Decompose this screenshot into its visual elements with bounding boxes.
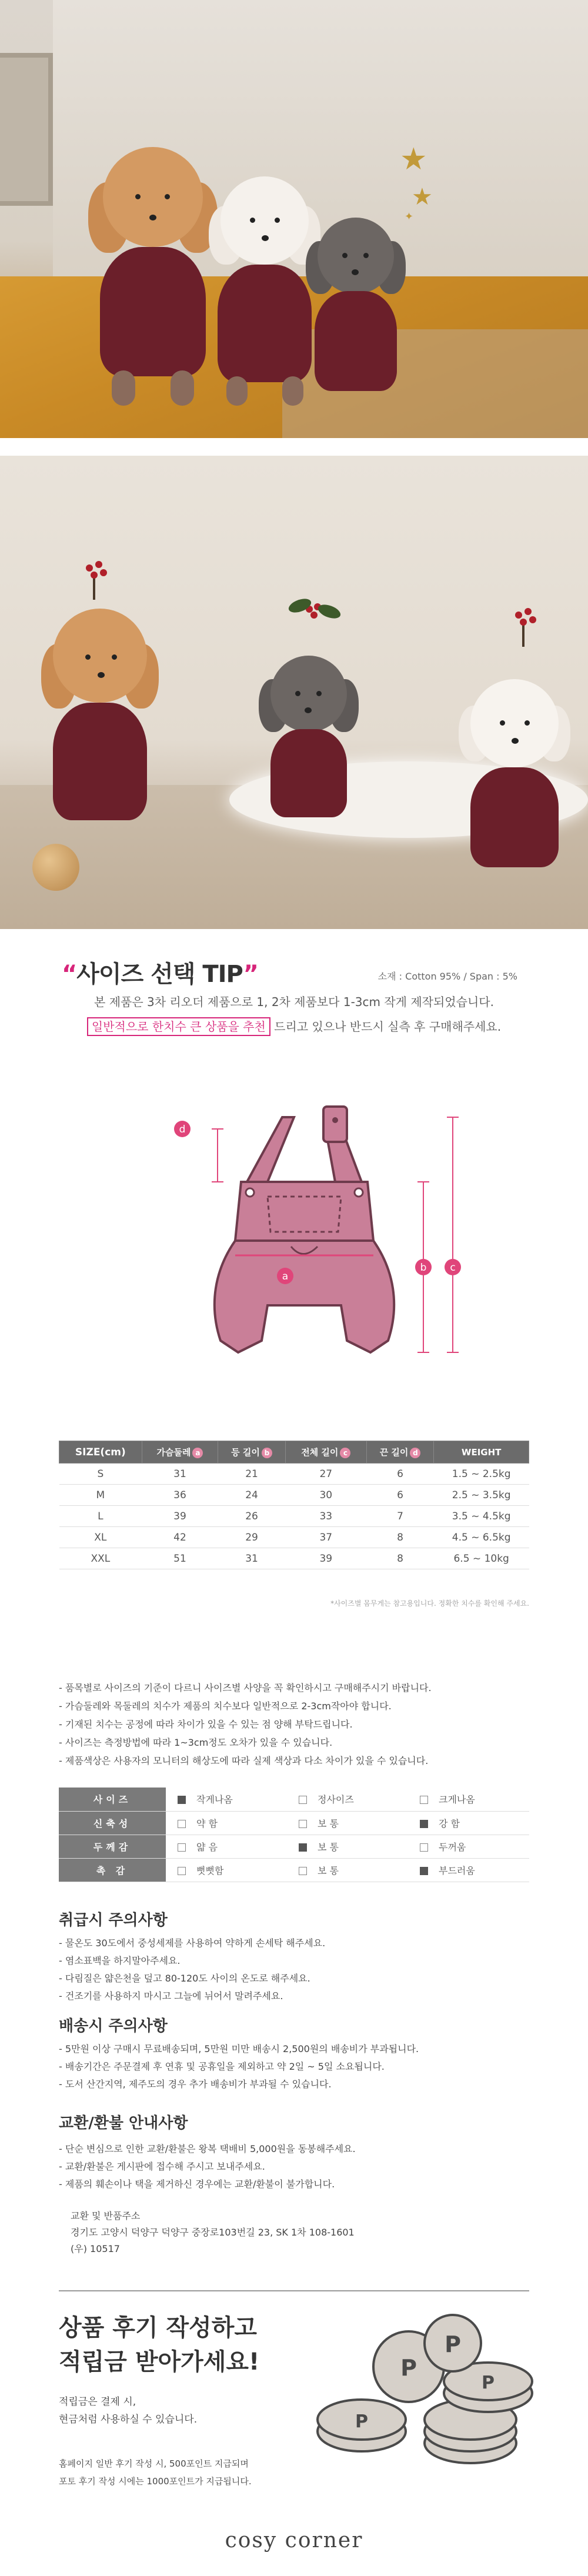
table-cell: [287, 1858, 408, 1882]
checkbox-checked-icon: [299, 1843, 307, 1852]
diagram-label-b: b: [420, 1262, 427, 1274]
table-cell: 39: [285, 1548, 366, 1569]
list-item: - 물온도 30도에서 중성세제를 사용하여 약하게 손세탁 해주세요.: [59, 1937, 326, 1949]
berry-branch-icon: [500, 606, 547, 653]
table-row: [59, 1527, 529, 1548]
table-cell: 33: [285, 1506, 366, 1527]
checkbox-icon: [178, 1820, 186, 1828]
dog-grey-poodle: [259, 656, 359, 832]
table-cell: 27: [285, 1464, 366, 1485]
table-cell: [166, 1811, 287, 1835]
list-item: - 교환/환불은 게시판에 접수해 주시고 보내주세요.: [59, 2161, 265, 2172]
table-cell: 뻣뻣함: [196, 1865, 224, 1876]
table-cell: 21: [218, 1464, 286, 1485]
table-cell: c: [340, 1448, 350, 1458]
size-table-header-cell: [218, 1441, 286, 1464]
table-cell: 37: [285, 1527, 366, 1548]
checkbox-icon: [420, 1843, 428, 1852]
size-table-header-cell: [142, 1441, 218, 1464]
review-title: 상품 후기 작성하고 적립금 받아가세요!: [59, 2314, 260, 2375]
table-cell: 얇 음: [196, 1841, 218, 1853]
checkbox-icon: [420, 1796, 428, 1804]
fit-feel-table: [59, 1788, 529, 1882]
table-cell: 51: [142, 1548, 218, 1569]
care-title: 취급시 주의사항: [59, 1912, 168, 1929]
table-cell: 3.5 ~ 4.5kg: [434, 1506, 529, 1527]
star-decoration-icon: ✦: [405, 211, 414, 223]
wooden-ball: [32, 844, 79, 891]
checkbox-icon: [299, 1820, 307, 1828]
list-item: - 다림질은 얇은천을 덮고 80-120도 사이의 온도로 해주세요.: [59, 1973, 310, 1984]
table-cell: 36: [142, 1485, 218, 1506]
size-table-header: [59, 1441, 529, 1464]
table-cell: [166, 1858, 287, 1882]
list-item: - 건조기를 사용하지 마시고 그늘에 뉘어서 말려주세요.: [59, 1990, 283, 2002]
table-cell: 31: [218, 1548, 286, 1569]
checkbox-icon: [299, 1796, 307, 1804]
size-table-note: *사이즈별 몸무게는 참고용입니다. 정확한 치수를 확인해 주세요.: [330, 1599, 529, 1608]
return-address: 교환 및 반품주소 경기도 고양시 덕양구 덕양구 중장로103번길 23, SK 1차 108-1601 (우) 10517: [71, 2210, 355, 2254]
coin-letter: P: [400, 2355, 417, 2381]
table-cell: 2.5 ~ 3.5kg: [434, 1485, 529, 1506]
list-item: - 도서 산간지역, 제주도의 경우 추가 배송비가 부과될 수 있습니다.: [59, 2079, 332, 2090]
table-row: [59, 1506, 529, 1527]
table-cell: L: [59, 1506, 142, 1527]
size-table: [59, 1441, 529, 1569]
star-decoration-icon: ★: [400, 142, 427, 177]
table-cell: SIZE(cm): [75, 1446, 126, 1458]
list-item: - 제품의 훼손이나 택을 제거하신 경우에는 교환/환불이 불가합니다.: [59, 2179, 335, 2190]
care-list: [59, 1934, 541, 2005]
table-cell: M: [59, 1485, 142, 1506]
table-cell: [408, 1835, 529, 1858]
table-cell: 사이즈: [59, 1788, 166, 1811]
exchange-list: [59, 2140, 541, 2193]
product-photo-dogs-on-rug: [0, 456, 588, 929]
checkbox-checked-icon: [420, 1867, 428, 1875]
table-cell: 보 통: [318, 1817, 339, 1829]
table-cell: [287, 1788, 408, 1811]
table-cell: 두꺼움: [439, 1841, 466, 1853]
checkbox-checked-icon: [420, 1820, 428, 1828]
shipping-title: 배송시 주의사항: [59, 2017, 168, 2035]
size-tip-highlight: 일반적으로 한치수 큰 상품을 추천: [87, 1017, 270, 1036]
list-item: - 가슴둘레와 목둘레의 치수가 제품의 치수보다 일반적으로 2-3cm작아야 합니다.: [59, 1700, 392, 1712]
list-item: - 염소표백을 하지말아주세요.: [59, 1955, 181, 1966]
table-row: [59, 1548, 529, 1569]
dog-white-bichon: [459, 679, 570, 873]
checkbox-icon: [178, 1867, 186, 1875]
brand-logo: cosy corner: [225, 2528, 363, 2552]
table-cell: [166, 1835, 287, 1858]
divider: [59, 2290, 529, 2291]
table-cell: 8: [366, 1548, 434, 1569]
diagram-label-d: d: [179, 1124, 186, 1135]
table-cell: 정사이즈: [318, 1794, 354, 1806]
exchange-title: 교환/환불 안내사항: [59, 2114, 188, 2132]
table-cell: 등 길이: [231, 1447, 260, 1458]
table-cell: 신축성: [59, 1811, 166, 1835]
table-cell: 6: [366, 1485, 434, 1506]
size-tip-line1: 본 제품은 3차 리오더 제품으로 1, 2차 제품보다 1-3cm 작게 제작되었습니다.: [94, 995, 494, 1009]
holly-icon: [288, 588, 347, 635]
table-row: [59, 1835, 529, 1858]
table-cell: 1.5 ~ 2.5kg: [434, 1464, 529, 1485]
table-cell: 보 통: [318, 1841, 339, 1853]
dog-grey-poodle: [306, 218, 406, 406]
table-cell: 6: [366, 1464, 434, 1485]
list-item: - 기재된 치수는 공정에 따라 차이가 있을 수 있는 점 양해 부탁드립니다.: [59, 1719, 353, 1730]
table-cell: [408, 1811, 529, 1835]
table-cell: 크게나옴: [439, 1794, 475, 1806]
list-item: - 품목별로 사이즈의 기준이 다르니 사이즈별 사양을 꼭 확인하시고 구매해주시기 바랍니다.: [59, 1682, 432, 1693]
table-cell: 29: [218, 1527, 286, 1548]
list-item: - 5만원 이상 구매시 무료배송되며, 5만원 미만 배송시 2,500원의 배송비가 부과됩니다.: [59, 2043, 419, 2054]
table-cell: 39: [142, 1506, 218, 1527]
dog-apricot-poodle: [41, 609, 159, 826]
coin-letter: P: [482, 2373, 495, 2393]
table-cell: 촉 감: [59, 1858, 166, 1882]
table-cell: d: [410, 1448, 420, 1458]
table-cell: 30: [285, 1485, 366, 1506]
list-item: - 제품색상은 사용자의 모니터의 해상도에 따라 실제 색상과 다소 차이가 있을 수 있습니다.: [59, 1755, 429, 1766]
table-row: [59, 1811, 529, 1835]
table-cell: a: [192, 1448, 203, 1458]
dog-apricot-poodle: [88, 147, 218, 406]
table-cell: b: [262, 1448, 272, 1458]
table-cell: 31: [142, 1464, 218, 1485]
coin-letter: P: [355, 2411, 368, 2432]
table-cell: 강 함: [439, 1817, 460, 1829]
size-table-header-cell: [434, 1441, 529, 1464]
diagram-label-c: c: [450, 1262, 456, 1274]
fabric-info: 소재 : Cotton 95% / Span : 5%: [377, 971, 517, 982]
table-cell: 6.5 ~ 10kg: [434, 1548, 529, 1569]
size-tip-line2: 일반적으로 한치수 큰 상품을 추천 드리고 있으나 반드시 실측 후 구매해주세요.: [0, 1017, 588, 1034]
table-row: [59, 1858, 529, 1882]
table-cell: 전체 길이: [301, 1447, 339, 1458]
table-cell: 24: [218, 1485, 286, 1506]
berry-branch-icon: [71, 559, 118, 606]
table-cell: S: [59, 1464, 142, 1485]
checkbox-checked-icon: [178, 1796, 186, 1804]
table-cell: [287, 1811, 408, 1835]
product-photo-three-dogs: [0, 0, 588, 438]
list-item: - 단순 변심으로 인한 교환/환불은 왕복 택배비 5,000원을 동봉해주세요.: [59, 2143, 356, 2154]
review-body: 적립금은 결제 시, 현금처럼 사용하실 수 있습니다.: [59, 2396, 198, 2425]
size-notice-list: [59, 1679, 541, 1770]
table-cell: 가슴둘레: [156, 1447, 191, 1458]
table-row: [59, 1485, 529, 1506]
table-cell: 42: [142, 1527, 218, 1548]
overall-size-diagram: [141, 1094, 470, 1423]
coin-letter: P: [445, 2331, 461, 2357]
table-cell: 보 통: [318, 1865, 339, 1876]
table-cell: 끈 길이: [379, 1447, 409, 1458]
table-cell: XXL: [59, 1548, 142, 1569]
table-cell: 7: [366, 1506, 434, 1527]
size-table-header-cell: [285, 1441, 366, 1464]
table-row: [59, 1464, 529, 1485]
table-cell: [408, 1858, 529, 1882]
diagram-label-a: a: [282, 1271, 289, 1282]
shipping-list: [59, 2040, 541, 2093]
table-cell: 약 함: [196, 1817, 218, 1829]
table-cell: [408, 1788, 529, 1811]
size-table-header-cell: [366, 1441, 434, 1464]
size-table-header-cell: [59, 1441, 142, 1464]
list-item: - 사이즈는 측정방법에 따라 1~3cm정도 오차가 있을 수 있습니다.: [59, 1737, 333, 1748]
point-coins-icon: [306, 2311, 553, 2487]
list-item: - 배송기간은 주문결제 후 연휴 및 공휴일을 제외하고 약 2일 ~ 5일 소요됩니다.: [59, 2061, 385, 2072]
size-tip-title: “사이즈 선택 TIP”: [62, 961, 258, 988]
table-cell: 26: [218, 1506, 286, 1527]
photo-frame: [0, 53, 53, 206]
table-cell: [287, 1835, 408, 1858]
table-cell: 작게나옴: [196, 1794, 233, 1806]
checkbox-icon: [299, 1867, 307, 1875]
table-cell: 8: [366, 1527, 434, 1548]
review-detail: 홈페이지 일반 후기 작성 시, 500포인트 지급되며 포토 후기 작성 시에는 1000포인트가 지급됩니다.: [59, 2458, 252, 2487]
dog-white-bichon: [209, 176, 320, 406]
checkbox-icon: [178, 1843, 186, 1852]
table-cell: 부드러움: [439, 1865, 475, 1876]
table-cell: WEIGHT: [461, 1446, 502, 1458]
table-cell: XL: [59, 1527, 142, 1548]
table-cell: 4.5 ~ 6.5kg: [434, 1527, 529, 1548]
table-cell: 두께감: [59, 1835, 166, 1858]
table-row: [59, 1788, 529, 1811]
star-decoration-icon: ★: [412, 183, 433, 211]
table-cell: [166, 1788, 287, 1811]
